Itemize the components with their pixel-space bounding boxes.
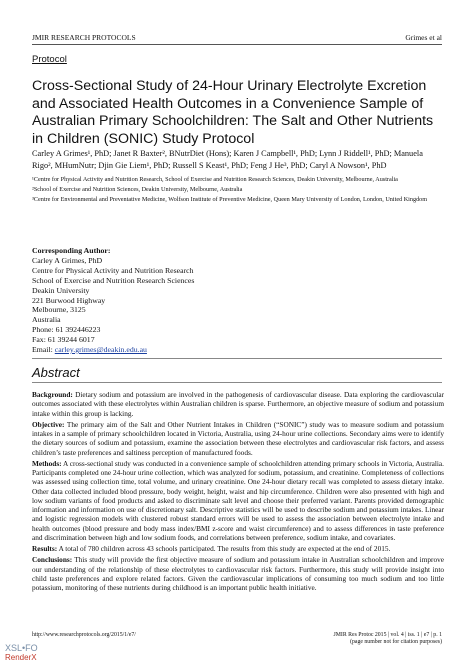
abstract-heading: Abstract [32,365,80,380]
abstract-conclusions [32,555,444,592]
corr-line: Phone: 61 392446223 [32,325,101,335]
corresponding-heading: Corresponding Author: [32,246,111,255]
corr-line: Australia [32,315,61,325]
author-short: Grimes et al [405,33,442,42]
abstract-methods [32,459,444,542]
corr-line: School of Exercise and Nutrition Research Sciences [32,275,195,285]
article-url[interactable]: http://www.researchprotocols.org/2015/1/e7/ [32,632,136,638]
affiliations [32,176,442,206]
abstract-bottom-divider [32,382,442,383]
page-footer [32,632,442,646]
email-link[interactable]: carley.grimes@deakin.edu.au [54,345,147,355]
logo-line2: RenderX [5,653,37,662]
corr-line: 221 Burwood Highway [32,295,106,305]
renderx-logo [5,643,38,663]
abstract-section-text: Dietary sodium and potassium are involved in the pathogenesis of cardiovascular disease. Data exploring the cardiovascular outcomes associated with these electrolytes within Australian children is sparse. Furthermore, an objective measure of sodium and potassium intake within this group is lacking. [32,390,444,418]
page-note: (page number not for citation purposes) [350,639,442,646]
abstract-body [32,390,444,594]
abstract-objective [32,420,444,457]
paper-title: Cross-Sectional Study of 24-Hour Urinary Electrolyte Excretion and Associated Health Outcomes in a Convenience Sample of Australian Primary Schoolchildren: The Salt and Other Nutrients in Children (SONIC) Study Protocol [32,78,434,147]
abstract-results [32,544,444,553]
abstract-section-label: Results: [32,544,58,553]
abstract-top-divider [32,358,442,359]
logo-line1: XSL•FO [5,643,38,653]
corr-line: Melbourne, 3125 [32,305,86,315]
footer-citation-block [333,632,442,646]
email-row [32,345,194,355]
affiliation-3: ³Centre for Environmental and Preventative Medicine, Wolfson Institute of Preventive Medicine, Queen Mary University of London, London, United Kingdom [32,196,428,204]
citation-line: JMIR Res Protoc 2015 | vol. 4 | iss. 1 | e7 | p. 1 [333,632,442,638]
abstract-background [32,390,444,418]
corr-line: Centre for Physical Activity and Nutrition Research [32,265,194,275]
abstract-section-label: Methods: [32,458,62,468]
abstract-section-label: Conclusions: [32,555,73,565]
abstract-section-text: A cross-sectional study was conducted in a convenience sample of schoolchildren attending primary schools in Victoria, Australia. Participants completed one 24-hour urine collection, which was analyzed for sodium, potassium, and creatinine. Completeness of collections was assessed using collection time, total volume, and urinary creatinine. One 24-hour dietary recall was completed to assess dietary intake. Other data collected included blood pressure, body weight, height, waist and hip circumference. Children were also presented with high and low sodium variants of food products and asked to discriminate salt level and choose their preferred variant. Parents provided demographic information and information on use of discretionary salt. Descriptive statistics will be used to describe sodium and potassium intakes. Linear and logistic regression models with clustered robust standard errors will be used to assess the association between electrolyte intake and health outcomes (blood pressure and body mass index/BMI z-score and waist circumference) and to assess differences in taste preference and discrimination between high and low sodium foods, and correlations between preference, sodium intake, and covariates. [32,458,444,542]
section-label: Protocol [32,54,67,65]
corr-line: Deakin University [32,285,90,295]
abstract-section-text: This study will provide the first objective measure of sodium and potassium intake in Australian schoolchildren and improve our understanding of the relationship of these electrolytes to cardiovascular risk factors. Furthermore, this study will provide insight into child taste preferences and explore related factors. Given the cardiovascular implications of consuming too much sodium and too little potassium, monitoring of these nutrients during childhood is an important public health initiative. [32,555,444,592]
journal-name: JMIR RESEARCH PROTOCOLS [32,33,136,42]
email-label: Email: [32,345,53,355]
affiliation-2: ²School of Exercise and Nutrition Sciences, Deakin University, Melbourne, Australia [32,186,243,194]
affiliation-1: ¹Centre for Physical Activity and Nutrition Research, School of Exercise and Nutrition Research Sciences, Deakin University, Melbourne, Australia [32,176,398,183]
author-list: Carley A Grimes¹, PhD; Janet R Baxter², BNutrDiet (Hons); Karen J Campbell¹, PhD; Lynn J Riddell¹, PhD; Manuela Rigo², MHumNutr; Djin Gie Liem¹, PhD; Russell S Keast¹, PhD; Feng J He³, PhD; Caryl A Nowson¹, PhD [32,149,423,170]
running-header [32,33,442,42]
abstract-section-text: The primary aim of the Salt and Other Nutrient Intakes in Children (“SONIC”) study was to measure sodium and potassium intakes in a sample of primary schoolchildren located in Victoria, Australia, using 24-hour urine collections. Secondary aims were to identify the dietary sources of sodium and potassium, examine the association between these electrolytes and cardiovascular risk factors, and assess children’s taste preferences and saltiness perception of manufactured foods. [32,419,444,457]
corr-line: Carley A Grimes, PhD [32,255,103,265]
corresponding-author [32,246,194,355]
header-divider [32,44,442,45]
abstract-section-label: Objective: [32,419,65,429]
abstract-section-label: Background: [32,390,73,399]
abstract-section-text: A total of 780 children across 43 schools participated. The results from this study are expected at the end of 2015. [58,544,391,553]
corr-line: Fax: 61 39244 6017 [32,335,95,345]
